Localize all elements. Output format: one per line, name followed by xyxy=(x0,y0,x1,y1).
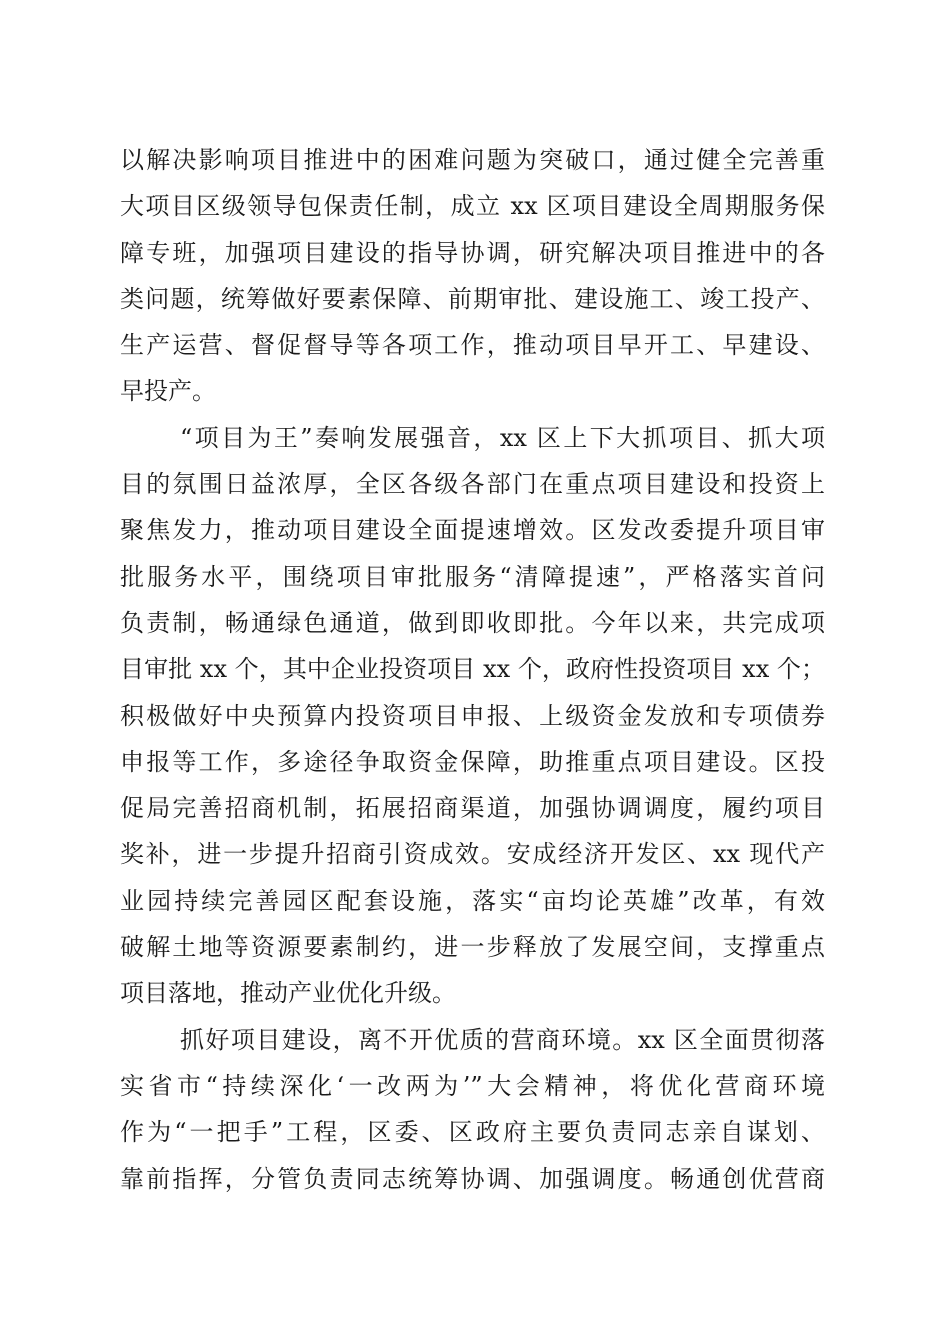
text-line: 目的氛围日益浓厚，全区各级各部门在重点项目建设和投资上 xyxy=(120,470,825,499)
document-body xyxy=(120,143,825,1208)
text-line: 抓好项目建设，离不开优质的营商环境。xx 区全面贯彻落 xyxy=(180,1025,825,1054)
text-line: 破解土地等资源要素制约，进一步释放了发展空间，支撑重点 xyxy=(120,933,825,962)
text-line: 积极做好中央预算内投资项目申报、上级资金发放和专项债券 xyxy=(120,701,825,730)
text-line: 作为“一把手”工程，区委、区政府主要负责同志亲自谋划、 xyxy=(120,1118,825,1147)
text-line: 目审批 xx 个，其中企业投资项目 xx 个，政府性投资项目 xx 个； xyxy=(120,655,825,684)
text-line: 类问题，统筹做好要素保障、前期审批、建设施工、竣工投产、 xyxy=(120,284,825,313)
text-line: 批服务水平，围绕项目审批服务“清障提速”，严格落实首问 xyxy=(120,562,825,591)
text-line: 业园持续完善园区配套设施，落实“亩均论英雄”改革，有效 xyxy=(120,886,825,915)
text-line: 靠前指挥，分管负责同志统筹协调、加强调度。畅通创优营商 xyxy=(120,1164,825,1193)
paragraph-1 xyxy=(120,143,825,421)
text-line: 生产运营、督促督导等各项工作，推动项目早开工、早建设、 xyxy=(120,331,825,360)
paragraph-2 xyxy=(120,421,825,1023)
text-line: 申报等工作，多途径争取资金保障，助推重点项目建设。区投 xyxy=(120,747,825,776)
text-line: 大项目区级领导包保责任制，成立 xx 区项目建设全周期服务保 xyxy=(120,192,825,221)
text-line: 项目落地，推动产业优化升级。 xyxy=(120,979,456,1008)
text-line: 障专班，加强项目建设的指导协调，研究解决项目推进中的各 xyxy=(120,238,825,267)
text-line: “项目为王”奏响发展强音，xx 区上下大抓项目、抓大项 xyxy=(180,423,825,452)
text-line: 早投产。 xyxy=(120,377,216,406)
paragraph-3 xyxy=(120,1023,825,1208)
text-line: 促局完善招商机制，拓展招商渠道，加强协调调度，履约项目 xyxy=(120,794,825,823)
text-line: 聚焦发力，推动项目建设全面提速增效。区发改委提升项目审 xyxy=(120,516,825,545)
text-line: 以解决影响项目推进中的困难问题为突破口，通过健全完善重 xyxy=(120,146,825,174)
text-line: 实省市“持续深化‘一改两为’”大会精神，将优化营商环境 xyxy=(120,1071,825,1100)
text-line: 奖补，进一步提升招商引资成效。安成经济开发区、xx 现代产 xyxy=(120,840,825,869)
text-line: 负责制，畅通绿色通道，做到即收即批。今年以来，共完成项 xyxy=(120,608,825,637)
